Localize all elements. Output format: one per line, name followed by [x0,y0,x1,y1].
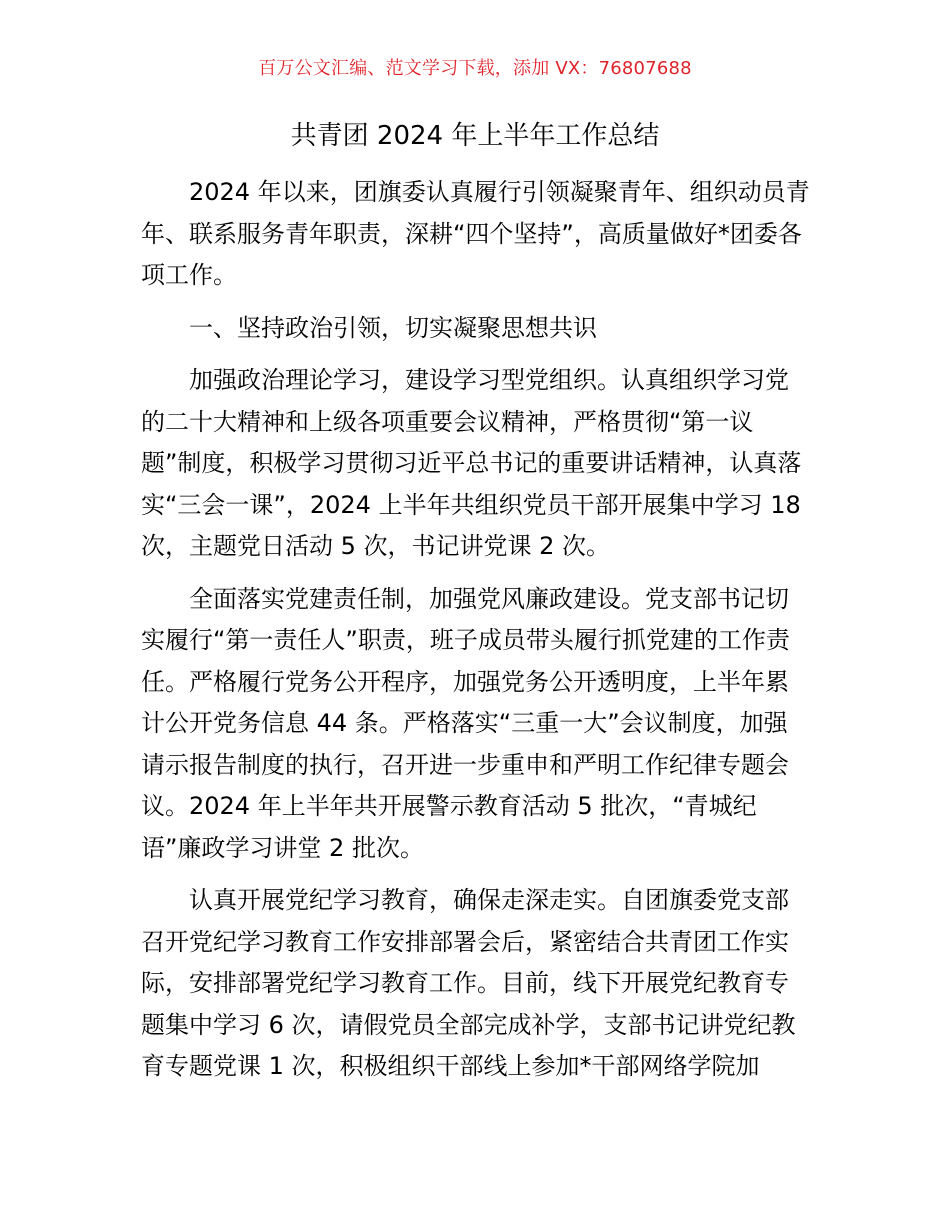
document-title: 共青团 2024 年上半年工作总结 [290,121,660,151]
watermark-header: 百万公文汇编、范文学习下载，添加 VX：76807688 [258,58,692,79]
section-heading: 一、坚持政治引领，切实凝聚思想共识 [189,313,597,342]
body-paragraph: 全面落实党建责任制，加强党风廉政建设。党支部书记切实履行“第一责任人”职责，班子成员带头履行抓党建的工作责任。严格履行党务公开程序，加强党务公开透明度，上半年累计公开党务信息 44 条。严格落实“三重一大”会议制度，加强请示报告制度的执行，召开进一步重申和严明工作纪律专题会议。2024 年上半年共开展警示教育活动 5 批次，“青城纪语”廉政学习讲堂 2 批次。 [141,584,790,862]
body-paragraph: 加强政治理论学习，建设学习型党组织。认真组织学习党的二十大精神和上级各项重要会议精神，严格贯彻“第一议题”制度，积极学习贯彻习近平总书记的重要讲话精神，认真落实“三会一课”，2024 上半年共组织党员干部开展集中学习 18 次，主题党日活动 5 次，书记讲党课 2 次。 [141,366,802,560]
document-body [141,172,811,1088]
intro-paragraph: 2024 年以来，团旗委认真履行引领凝聚青年、组织动员青年、联系服务青年职责，深耕“四个坚持”，高质量做好*团委各项工作。 [141,178,810,289]
body-paragraph: 认真开展党纪学习教育，确保走深走实。自团旗委党支部召开党纪学习教育工作安排部署会后，紧密结合共青团工作实际，安排部署党纪学习教育工作。目前，线下开展党纪教育专题集中学习 6 次，请假党员全部完成补学，支部书记讲党纪教育专题党课 1 次，积极组织干部线上参加*干部网络学院加 [141,886,796,1080]
